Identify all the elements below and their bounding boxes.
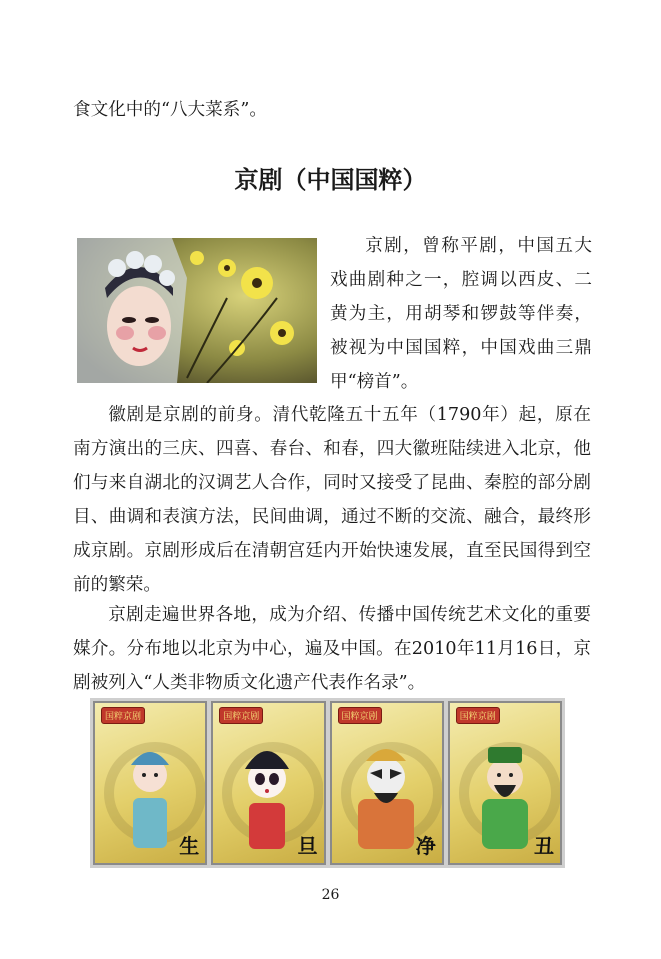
role-character: 净	[415, 834, 436, 858]
role-character: 生	[179, 834, 200, 858]
intro-paragraph: 京剧，曾称平剧，中国五大戏曲剧种之一，腔调以西皮、二黄为主，用胡琴和锣鼓等伴奏，被视为中国国粹，中国戏曲三鼎甲“榜首”。	[330, 236, 592, 392]
role-card-sheng	[93, 701, 207, 865]
role-badge: 国粹京剧	[101, 707, 145, 724]
role-card-chou	[448, 701, 562, 865]
page-number: 26	[321, 887, 340, 903]
opera-roles-strip	[90, 698, 565, 868]
paragraph-top: 食文化中的“八大菜系”。	[73, 100, 267, 120]
role-badge: 国粹京剧	[338, 707, 382, 724]
role-card-dan	[211, 701, 325, 865]
history-paragraph: 徽剧是京剧的前身。清代乾隆五十五年（1790年）起，原在南方演出的三庆、四喜、春台、和春，四大徽班陆续进入北京，他们与来自湖北的汉调艺人合作，同时又接受了昆曲、秦腔的部分剧目、曲调和表演方法，民间曲调，通过不断的交流、融合，最终形成京剧。京剧形成后在清朝宫廷内开始快速发展，直至民国得到空前的繁荣。	[73, 405, 591, 595]
role-card-jing	[330, 701, 444, 865]
role-badge: 国粹京剧	[456, 707, 500, 724]
role-character: 旦	[297, 834, 318, 858]
role-character: 丑	[534, 834, 554, 858]
section-title: 京剧（中国国粹）	[234, 166, 427, 194]
opera-portrait-image	[77, 238, 317, 383]
role-badge: 国粹京剧	[219, 707, 263, 724]
heritage-paragraph: 京剧走遍世界各地，成为介绍、传播中国传统艺术文化的重要媒介。分布地以北京为中心，遍及中国。在2010年11月16日，京剧被列入“人类非物质文化遗产代表作名录”。	[73, 605, 591, 693]
